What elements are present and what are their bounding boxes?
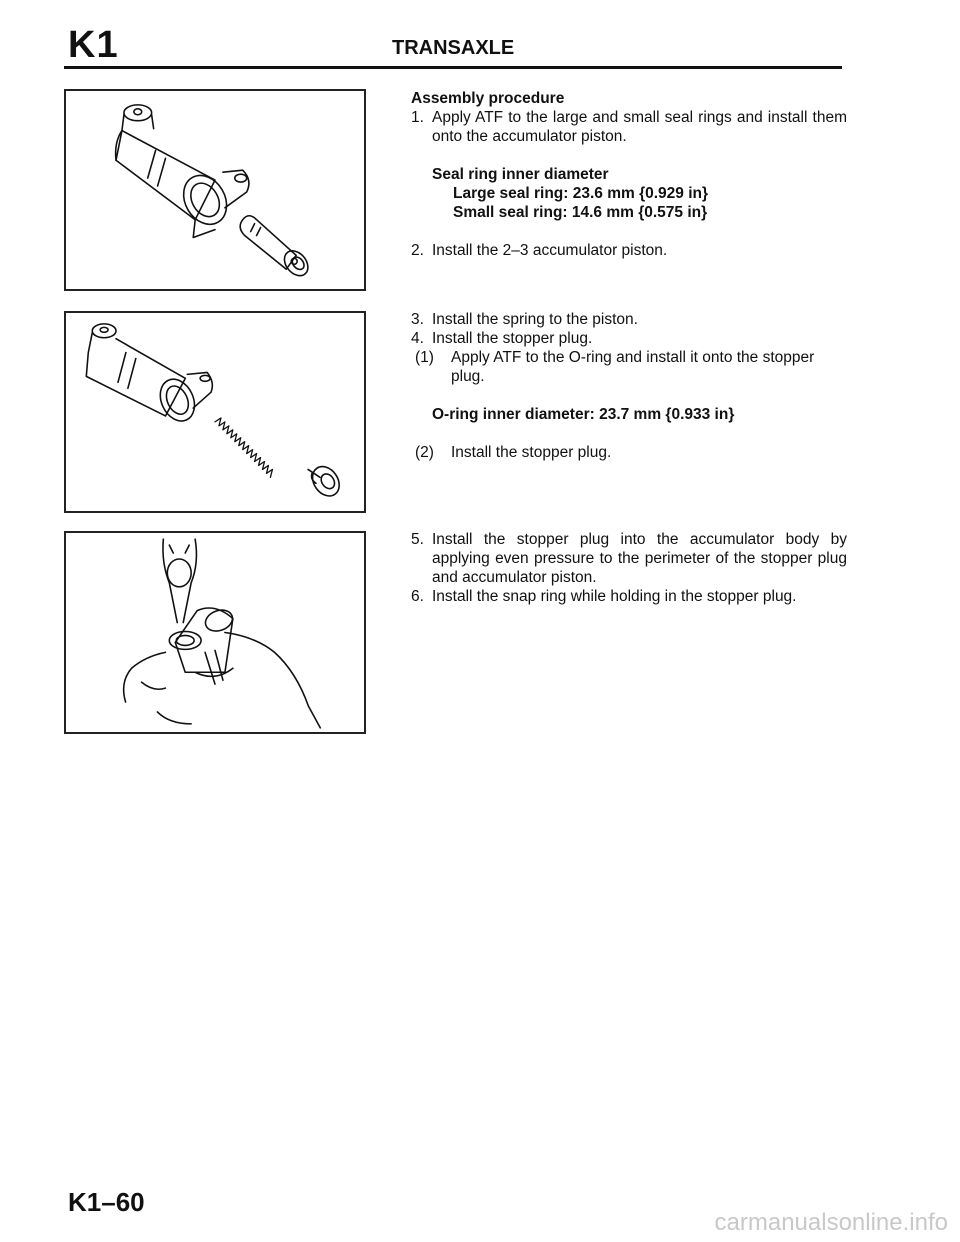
step-text: Install the 2–3 accumulator piston. xyxy=(432,242,668,259)
page-number: K1–60 xyxy=(68,1187,145,1217)
step-text: Install the snap ring while holding in the stopper plug. xyxy=(432,588,797,605)
step-number: 4. xyxy=(411,330,424,347)
text-block-2 xyxy=(411,310,847,462)
page-title: TRANSAXLE xyxy=(392,37,515,59)
step-1 xyxy=(411,108,847,146)
figure-snap-ring xyxy=(64,531,366,734)
accumulator-piston-illustration xyxy=(66,91,364,289)
substep-1 xyxy=(411,348,847,386)
step-number: 3. xyxy=(411,311,424,328)
step-number: 1. xyxy=(411,109,424,126)
spring-stopper-illustration xyxy=(66,313,364,511)
step-number: 5. xyxy=(411,531,424,548)
spec-oring: O-ring inner diameter: 23.7 mm {0.933 in} xyxy=(432,406,735,423)
step-number: 2. xyxy=(411,242,424,259)
substep-text: Apply ATF to the O-ring and install it onto the stopper plug. xyxy=(451,349,815,385)
substep-number: (1) xyxy=(415,349,434,366)
step-5 xyxy=(411,530,847,587)
substep-number: (2) xyxy=(415,444,434,461)
step-text: Install the stopper plug into the accumulator body by applying even pressure to the perimeter of the stopper plug and accumulator piston. xyxy=(432,531,847,586)
figure-seal-rings xyxy=(64,89,366,291)
text-block-1 xyxy=(411,89,847,260)
snap-ring-pliers-illustration xyxy=(66,533,364,732)
step-number: 6. xyxy=(411,588,424,605)
watermark: carmanualsonline.info xyxy=(714,1209,948,1236)
step-6 xyxy=(411,587,847,606)
spec-large-seal-ring: Large seal ring: 23.6 mm {0.929 in} xyxy=(453,185,709,202)
step-text: Install the stopper plug. xyxy=(432,330,593,347)
figure-spring-stopper xyxy=(64,311,366,513)
substep-2 xyxy=(411,443,847,462)
spec-small-seal-ring: Small seal ring: 14.6 mm {0.575 in} xyxy=(453,204,708,221)
step-4 xyxy=(411,329,847,348)
step-text: Install the spring to the piston. xyxy=(432,311,638,328)
step-text: Apply ATF to the large and small seal rings and install them onto the accumulator piston. xyxy=(432,109,847,145)
procedure-heading: Assembly procedure xyxy=(411,90,565,107)
step-2 xyxy=(411,241,847,260)
spec-heading: Seal ring inner diameter xyxy=(432,166,609,183)
section-code: K1 xyxy=(68,24,119,66)
step-3 xyxy=(411,310,847,329)
header-rule xyxy=(64,66,842,69)
text-block-3 xyxy=(411,530,847,606)
substep-text: Install the stopper plug. xyxy=(451,444,612,461)
